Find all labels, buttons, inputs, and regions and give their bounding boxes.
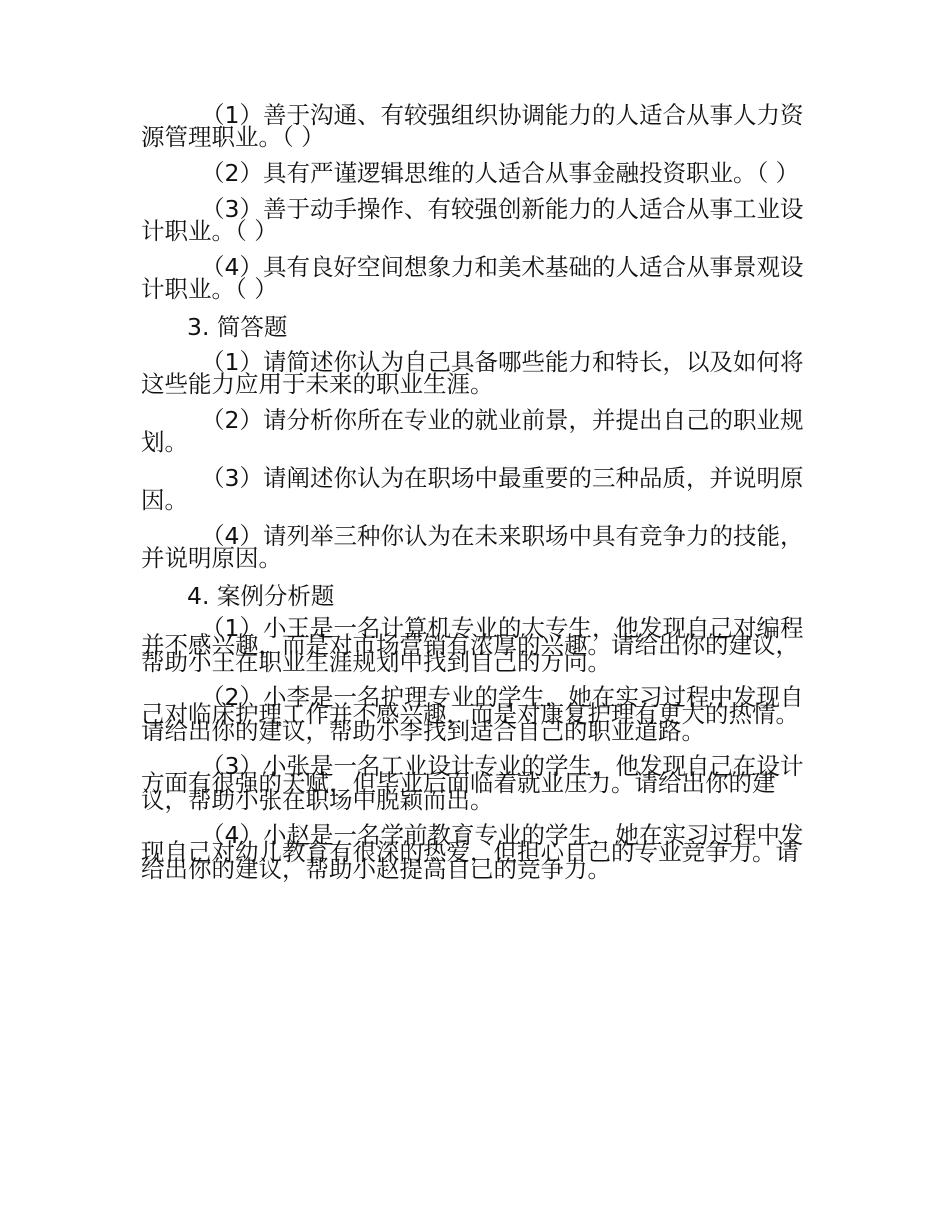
case-item-3: （3）小张是一名工业设计专业的学生，他发现自己在设计方面有很强的天赋，但毕业后面临着就业压力。请给出你的建议，帮助小张在职场中脱颖而出。 — [141, 752, 804, 814]
case-analysis-heading: 4. 案例分析题 — [187, 582, 335, 610]
case-item-4: （4）小赵是一名学前教育专业的学生，她在实习过程中发现自己对幼儿教育有很深的热爱，但担心自己的专业竞争力。请给出你的建议，帮助小赵提高自己的竞争力。 — [141, 821, 804, 883]
document-body — [141, 101, 813, 896]
short-answer-item-2: （2）请分析你所在专业的就业前景，并提出自己的职业规划。 — [141, 406, 804, 456]
short-answer-item-3: （3）请阐述你认为在职场中最重要的三种品质，并说明原因。 — [141, 464, 804, 514]
judgment-item-2: （2）具有严谨逻辑思维的人适合从事金融投资职业。（ ） — [201, 159, 800, 187]
short-answer-heading: 3. 简答题 — [187, 313, 288, 341]
short-answer-item-1: （1）请简述你认为自己具备哪些能力和特长，以及如何将这些能力应用于未来的职业生涯。 — [141, 348, 804, 398]
case-item-1: （1）小王是一名计算机专业的大专生，他发现自己对编程并不感兴趣，而是对市场营销有浓厚的兴趣。请给出你的建议，帮助小王在职业生涯规划中找到自己的方向。 — [141, 614, 804, 676]
judgment-item-4: （4）具有良好空间想象力和美术基础的人适合从事景观设计职业。（ ） — [141, 253, 804, 303]
case-item-2: （2）小李是一名护理专业的学生，她在实习过程中发现自己对临床护理工作并不感兴趣，而是对康复护理有更大的热情。请给出你的建议，帮助小李找到适合自己的职业道路。 — [141, 683, 804, 745]
judgment-item-1: （1）善于沟通、有较强组织协调能力的人适合从事人力资源管理职业。（ ） — [141, 101, 804, 151]
short-answer-item-4: （4）请列举三种你认为在未来职场中具有竞争力的技能，并说明原因。 — [141, 522, 804, 572]
judgment-item-3: （3）善于动手操作、有较强创新能力的人适合从事工业设计职业。（ ） — [141, 195, 804, 245]
